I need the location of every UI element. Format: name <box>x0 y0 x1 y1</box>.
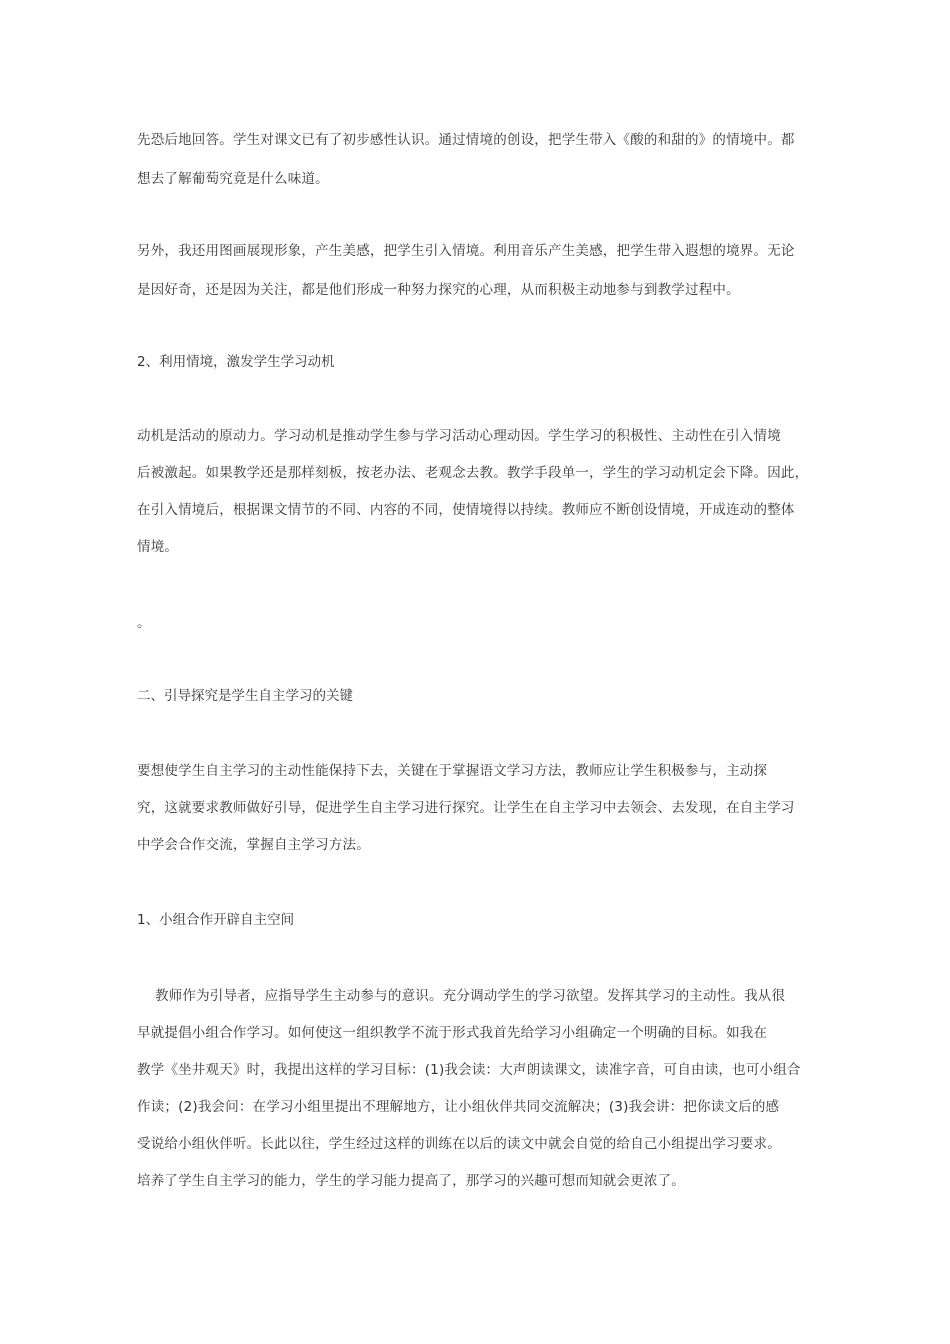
section-heading-1: 1、小组合作开辟自主空间 <box>137 912 295 928</box>
paragraph-line: 是因好奇，还是因为关注，都是他们形成一种努力探究的心理，从而积极主动地参与到教学过程中。 <box>137 282 740 298</box>
paragraph-line: 后被激起。如果教学还是那样刻板，按老办法、老观念去教。教学手段单一，学生的学习动机定会下降。因此， <box>137 465 809 481</box>
paragraph-line: 培养了学生自主学习的能力，学生的学习能力提高了，那学习的兴趣可想而知就会更浓了。 <box>137 1173 685 1189</box>
paragraph-line: 另外，我还用图画展现形象，产生美感，把学生引入情境。利用音乐产生美感，把学生带入遐想的境界。无论 <box>137 243 795 259</box>
section-heading-2: 2、利用情境，激发学生学习动机 <box>137 354 335 370</box>
paragraph-line: 作读；(2)我会问：在学习小组里提出不理解地方，让小组伙伴共同交流解决；(3)我会讲：把你读文后的感 <box>137 1099 780 1115</box>
paragraph-line: 早就提倡小组合作学习。如何使这一组织教学不流于形式我首先给学习小组确定一个明确的目标。如我在 <box>137 1025 768 1041</box>
paragraph-line: 究，这就要求教师做好引导，促进学生自主学习进行探究。让学生在自主学习中去领会、去发现，在自主学习 <box>137 800 795 816</box>
paragraph-line: 教学《坐井观天》时，我提出这样的学习目标：(1)我会读：大声朗读课文，读准字音，可自由读，也可小组合 <box>137 1062 801 1078</box>
paragraph-line: 在引入情境后，根据课文情节的不同、内容的不同，使情境得以持续。教师应不断创设情境，开成连动的整体 <box>137 502 795 518</box>
lone-period: 。 <box>137 615 151 631</box>
paragraph-line: 情境。 <box>137 539 179 555</box>
paragraph-5 <box>137 983 813 1194</box>
paragraph-2 <box>137 238 813 303</box>
paragraph-line: 先恐后地回答。学生对课文已有了初步感性认识。通过情境的创设，把学生带入《酸的和甜的》的情境中。都 <box>137 132 795 148</box>
paragraph-line: 受说给小组伙伴听。长此以往，学生经过这样的训练在以后的读文中就会自觉的给自己小组提出学习要求。 <box>137 1136 781 1152</box>
paragraph-line: 教师作为引导者，应指导学生主动参与的意识。充分调动学生的学习欲望。发挥其学习的主动性。我从很 <box>137 988 786 1004</box>
section-heading-two: 二、引导探究是学生自主学习的关键 <box>137 688 353 704</box>
paragraph-3 <box>137 423 813 560</box>
paragraph-1 <box>137 127 813 192</box>
paragraph-line: 要想使学生自主学习的主动性能保持下去，关键在于掌握语文学习方法，教师应让学生积极参与，主动探 <box>137 763 768 779</box>
paragraph-line: 中学会合作交流，掌握自主学习方法。 <box>137 837 370 853</box>
paragraph-line: 想去了解葡萄究竟是什么味道。 <box>137 171 329 187</box>
paragraph-line: 动机是活动的原动力。学习动机是推动学生参与学习活动心理动因。学生学习的积极性、主动性在引入情境 <box>137 428 781 444</box>
paragraph-4 <box>137 758 813 858</box>
